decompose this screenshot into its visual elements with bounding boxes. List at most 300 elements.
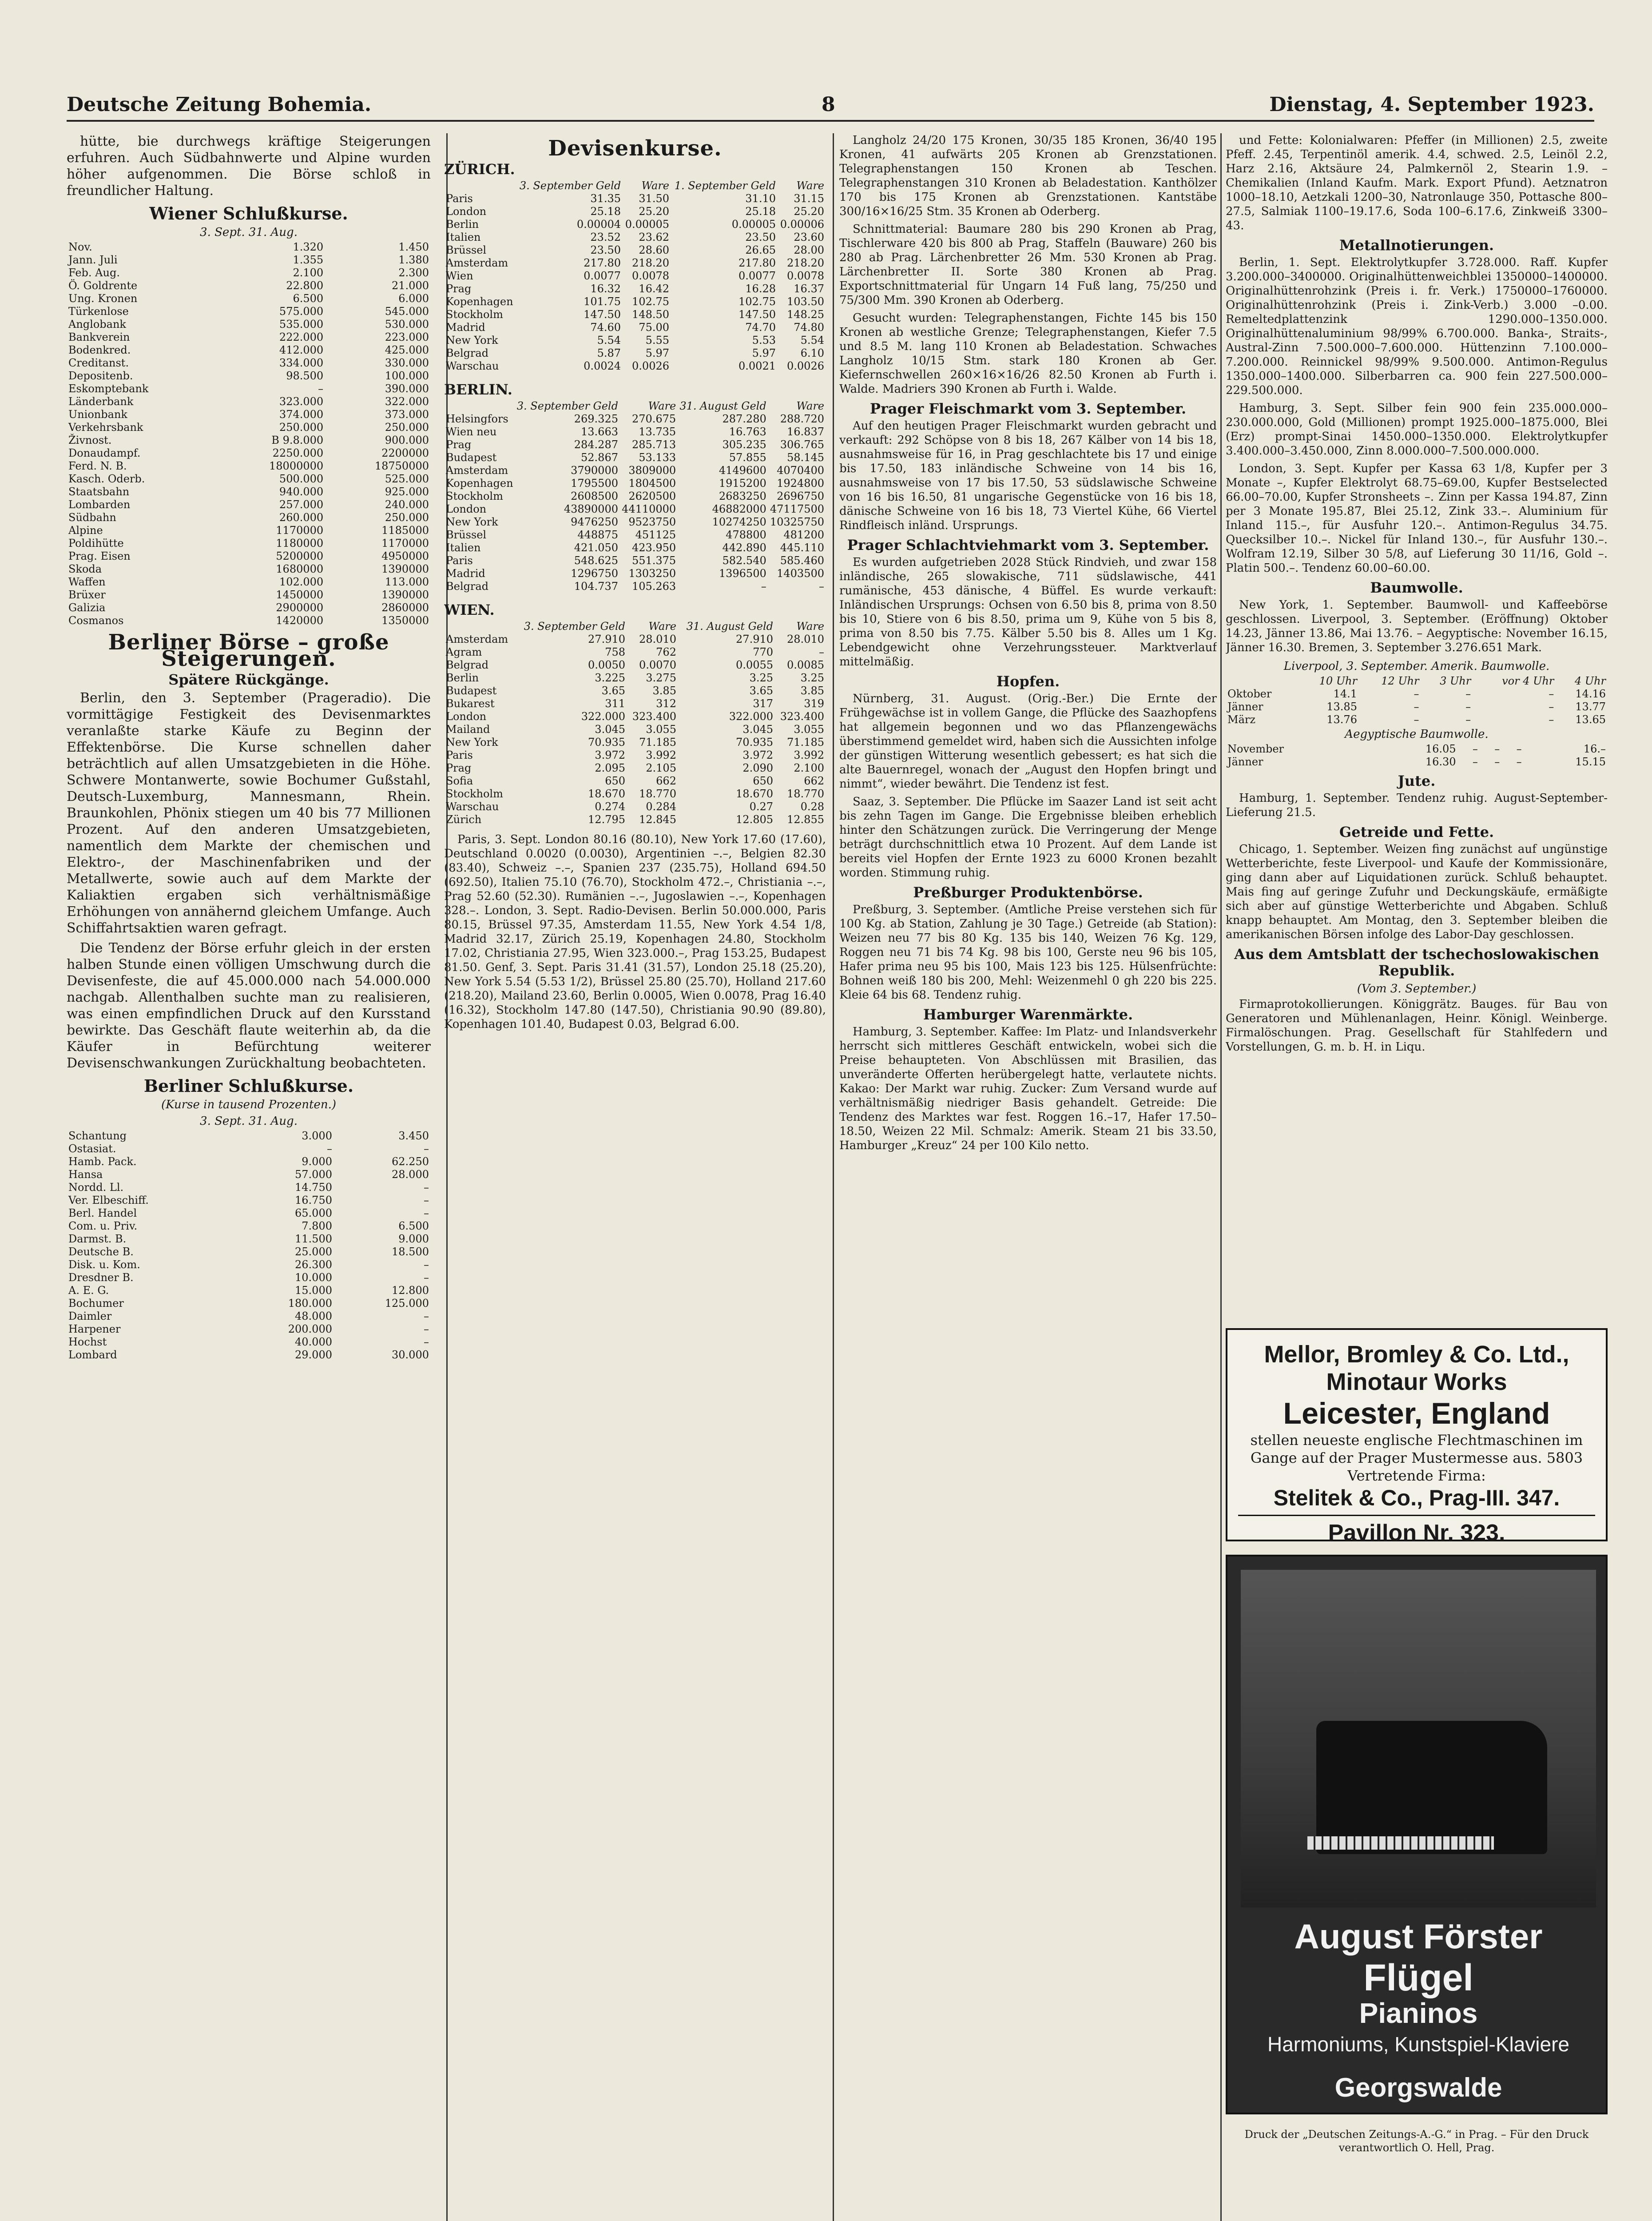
row-value: 70.935: [588, 736, 626, 748]
row-value: 9523750: [628, 516, 676, 528]
row-value: 1450000: [276, 589, 324, 601]
row-value: 317: [753, 697, 774, 710]
table-row: [67, 1142, 431, 1155]
row-value: 58.145: [787, 451, 824, 464]
table-row: [67, 1220, 431, 1233]
berlin-closing-title: Berliner Schlußkurse.: [143, 1076, 354, 1096]
row-value: 3.65: [601, 685, 626, 697]
row-value: 222.000: [279, 331, 324, 343]
row-value: 26.300: [295, 1258, 332, 1271]
page-number: 8: [822, 93, 835, 116]
row-value: 4950000: [381, 550, 429, 562]
table-row: [67, 434, 431, 447]
row-label: Budapest: [446, 451, 497, 464]
table-row: [444, 554, 826, 567]
row-value: 12.800: [392, 1284, 429, 1297]
row-label: Paris: [446, 554, 473, 567]
table-row: [67, 589, 431, 601]
table-row: [444, 567, 826, 580]
table-header-cell: [1226, 675, 1297, 688]
advert-product: Pianinos: [1359, 1997, 1478, 2029]
mellor-bromley-advert: [1226, 1328, 1608, 1546]
row-value: 1303250: [628, 567, 676, 580]
row-value: 1.320: [293, 241, 324, 253]
row-value: 250.000: [385, 421, 429, 434]
row-label: Ung. Kronen: [68, 292, 138, 305]
row-value: –: [424, 1310, 429, 1322]
column-rule: [1220, 133, 1222, 2221]
row-value: 6.000: [398, 292, 429, 305]
table-row: [444, 347, 826, 360]
row-value: 322.000: [581, 710, 626, 723]
row-value: –: [1465, 701, 1471, 713]
row-label: Živnost.: [68, 434, 112, 446]
zurich-label: ZÜRICH.: [444, 161, 515, 178]
jute-title: Jute.: [1398, 772, 1436, 789]
row-value: 16.42: [639, 283, 670, 295]
table-row: [67, 1194, 431, 1207]
row-value: 5.97: [645, 347, 670, 359]
row-label: Stockholm: [446, 308, 503, 321]
row-value: 16.763: [729, 426, 766, 438]
row-value: 74.70: [745, 321, 776, 334]
table-row: [444, 736, 826, 749]
row-value: 25.20: [794, 205, 824, 218]
table-header-cell: 31. August Geld: [679, 400, 766, 412]
row-value: 25.20: [639, 205, 670, 218]
row-value: 0.0070: [639, 659, 676, 671]
row-value: 925.000: [385, 486, 429, 498]
row-value: 448875: [577, 529, 618, 541]
row-label: Ferd. N. B.: [68, 460, 127, 472]
row-value: 1804500: [628, 477, 676, 490]
wien-closing-title: Wiener Schlußkurse.: [149, 203, 348, 223]
row-value: –: [1414, 701, 1419, 713]
row-label: Eskomptebank: [68, 382, 149, 395]
row-value: 100.000: [385, 370, 429, 382]
row-value: 98.500: [286, 370, 324, 382]
row-value: 14.1: [1333, 688, 1357, 700]
baumwolle-title: Baumwolle.: [1370, 579, 1463, 596]
berlin-boerse-subtitle: Spätere Rückgänge.: [168, 671, 329, 688]
row-value: 319: [804, 697, 824, 710]
row-value: 4149600: [719, 464, 766, 477]
cotton-table: [1226, 675, 1608, 726]
row-value: 28.60: [639, 244, 670, 256]
table-row: [67, 1271, 431, 1284]
egypt-table: [1226, 743, 1608, 768]
table-header-cell: Ware: [648, 620, 676, 633]
row-value: 451125: [635, 529, 676, 541]
table-row: [444, 775, 826, 788]
row-value: 102.75: [632, 295, 670, 308]
metall-title: Metallnotierungen.: [1339, 237, 1494, 254]
row-value: 28.010: [639, 633, 676, 645]
row-value: 101.75: [584, 295, 621, 308]
row-value: 104.737: [574, 580, 618, 593]
row-value: 3.25: [749, 672, 774, 684]
row-value: 770: [753, 646, 774, 658]
row-value: 5.53: [752, 334, 776, 346]
row-value: 28.00: [794, 244, 824, 256]
table-row: [67, 331, 431, 344]
schlachtvieh-paragraph: Es wurden aufgetrieben 2028 Stück Rindvieh, und zwar 158 inländische, 265 slowakische, 711 südslawische, 441 rumänische, 453 dänische, 4 Büffel. Es wurde verkauft: Inländischen Ursprungs: Ochsen von 6.50 bis 8, prima von 8.50 bis 10, Stiere von 6 bis 8.50, prima um 9, Kühe von 5 bis 8, prima von 8.50 bis 7.75. Kälber 5.50 bis 8. Alles um 1 Kg. Lebendgewicht ohne Verzehrungssteuer. Marktverlauf mittelmäßig.: [839, 556, 1217, 669]
row-value: 65.000: [295, 1207, 332, 1219]
table-row: [67, 1155, 431, 1168]
table-header-row: [444, 620, 826, 633]
row-value: 57.855: [729, 451, 766, 464]
row-value: –: [1549, 688, 1554, 700]
row-label: Jänner: [1227, 756, 1263, 768]
row-label: Kopenhagen: [446, 295, 513, 308]
row-label: Sofia: [446, 775, 473, 787]
hamburg-title: Hamburger Warenmärkte.: [923, 1006, 1133, 1023]
row-label: Wien: [446, 270, 473, 282]
row-label: Feb. Aug.: [68, 267, 120, 279]
table-row: [67, 267, 431, 279]
table-row: [67, 486, 431, 498]
berlin-boerse-title: Berliner Börse – große Steigerungen.: [108, 630, 389, 671]
advert-product-line: Harmoniums, Kunstspiel-Klaviere: [1267, 2033, 1570, 2056]
row-label: Schantung: [68, 1130, 127, 1142]
table-row: [67, 511, 431, 524]
row-value: B 9.8.000: [271, 434, 324, 446]
row-value: 12.855: [787, 813, 824, 826]
row-value: –: [1414, 713, 1419, 726]
table-row: [67, 537, 431, 550]
row-value: 22.800: [286, 279, 324, 292]
table-row: [444, 646, 826, 659]
row-label: London: [446, 205, 487, 218]
register-paragraph: Firmaprotokollierungen. Königgrätz. Bauges. für Bau von Generatoren und Mühlenanlagen, Heinr. Königl. Weinberge. Firmalöschungen. Prag. Gesellschaft für Stahlfedern und Vorstellungen, G. m. b. H. in Liqu.: [1226, 998, 1608, 1054]
row-value: 147.50: [584, 308, 621, 321]
row-value: 23.50: [590, 244, 621, 256]
row-value: –: [424, 1271, 429, 1284]
table-row: [444, 438, 826, 451]
table-header-cell: 1. September Geld: [674, 179, 776, 192]
row-label: New York: [446, 516, 498, 528]
row-label: Cosmanos: [68, 614, 124, 627]
row-label: London: [446, 503, 487, 515]
table-row: [67, 1246, 431, 1258]
table-row: [444, 503, 826, 516]
row-value: 1390000: [381, 563, 429, 575]
hamburg-paragraph: Hamburg, 3. September. Kaffee: Im Platz- und Inlandsverkehr herrscht sich mittleres Geschäft entwickeln, wobei sich die Preise behaupteten. Von Abschlüssen mit Brasilien, das unveränderte Offerten herübergelegt hatte, verlautete nichts. Kakao: Der Markt war ruhig. Zucker: Zum Versand wurde auf verhältnismäßig niedriger Basis gehandelt. Getreide: Die Tendenz des Marktes war fest. Roggen 16.–17, Hafer 17.50–18.50, Weizen 22 Mil. Schmalz: Amerik. Steam 21 bis 33.50, Hamburger „Kreuz“ 24 per 100 Kilo netto.: [839, 1025, 1217, 1152]
table-row: [444, 334, 826, 347]
table-header-row: [444, 400, 826, 413]
row-value: 1915200: [719, 477, 766, 490]
holz-paragraph: Langholz 24/20 175 Kronen, 30/35 185 Kronen, 36/40 195 Kronen, 41 aufwärts 205 Kronen ab Grenzstationen. Telegraphenstangen 150 Kronen ab Teschen. Telegraphenstangen 310 Kronen ab Beladestation. Kanthölzer 170 bis 175 Kronen ab Grenzstationen. Kantstäbe 300/16×16/25 Stm. 35 Kronen ab Oderberg.: [839, 134, 1217, 218]
row-label: Anglobank: [68, 318, 126, 330]
row-value: –: [424, 1258, 429, 1271]
row-value: 16.05: [1425, 743, 1456, 755]
row-label: Mailand: [446, 723, 490, 736]
devisen-title: Devisenkurse.: [548, 136, 722, 161]
table-row: [67, 382, 431, 395]
row-value: 548.625: [574, 554, 618, 567]
row-label: Länderbank: [68, 395, 134, 408]
row-value: –: [819, 580, 824, 593]
row-label: Südbahn: [68, 511, 116, 524]
table-row: [444, 413, 826, 426]
table-row: [444, 723, 826, 736]
row-value: 2860000: [381, 601, 429, 614]
row-value: 3.045: [595, 723, 626, 736]
row-value: 16.750: [295, 1194, 332, 1206]
row-value: 48.000: [295, 1310, 332, 1322]
row-value: 31.50: [639, 192, 670, 205]
row-value: 525.000: [385, 473, 429, 485]
row-label: Com. u. Priv.: [68, 1220, 138, 1232]
pressburg-paragraph: Preßburg, 3. September. (Amtliche Preise verstehen sich für 100 Kg. ab Station, Zahlung je 30 Tage.) Getreide (ab Station): Weizen neu 77 bis 80 Kg. 135 bis 140, Weizen 76 Kg. 129, Roggen neu 71 bis 74 Kg. 98 bis 100, Gerste neu 96 bis 105, Hafer prima neu 95 bis 100, Mais 123 bis 125. Hülsenfrüchte: Bohnen weiß 180 bis 200, Mehl: Weizenmehl 0 gh 220 bis 225. Kleie 64 bis 68. Tendenz ruhig.: [839, 903, 1217, 1002]
row-value: 23.60: [794, 231, 824, 243]
row-label: Kasch. Oderb.: [68, 473, 145, 485]
advert-pavilion: Pavillon Nr. 323.: [1238, 1515, 1595, 1547]
row-label: Bukarest: [446, 697, 495, 710]
row-value: 305.235: [722, 438, 766, 451]
row-label: Disk. u. Kom.: [68, 1258, 140, 1271]
wien-devisen-table: [444, 620, 826, 826]
row-value: 5.54: [597, 334, 621, 346]
row-value: 11.500: [295, 1233, 332, 1245]
row-value: 1296750: [571, 567, 618, 580]
row-label: Italien: [446, 541, 481, 554]
row-value: 218.20: [632, 257, 670, 269]
getreide-title: Getreide und Fette.: [1339, 824, 1494, 840]
london-metall-paragraph: London, 3. Sept. Kupfer per Kassa 63 1/8, Kupfer per 3 Monate –, Kupfer Elektrolyt 68.75–69.00, Kupfer Bestselected 66.00–70.00, Kupfer Stronsheets –. Zinn per Kassa 194.87, Zinn per 3 Monate 195.87, Blei 25.12, Zink 33.–. Aluminium für Inland 115.–, für Ausfuhr 120.–. Antimon-Regulus 34.75. Quecksilber 10.–. Nickel für Inland 130.–, für Ausfuhr 130.–. Wolfram 12.19, Silber 30 5/8, auf Lieferung 30 11/16, Gold –. Platin 500.–. Tendenz 60.00–60.00.: [1226, 462, 1608, 575]
fleischmarkt-title: Prager Fleischmarkt vom 3. September.: [870, 400, 1187, 417]
row-value: 3.055: [646, 723, 676, 736]
row-value: 650: [605, 775, 626, 787]
table-row: [1226, 701, 1608, 713]
row-value: 21.000: [392, 279, 429, 292]
row-value: 0.28: [800, 800, 824, 813]
row-value: 0.274: [595, 800, 626, 813]
berlin-closing-table: [67, 1130, 431, 1361]
row-value: 1180000: [276, 537, 324, 549]
table-row: [67, 395, 431, 408]
row-value: 1403500: [777, 567, 824, 580]
table-header-row: [444, 179, 826, 192]
row-value: 3.045: [743, 723, 774, 736]
table-row: [67, 305, 431, 318]
row-label: Belgrad: [446, 580, 489, 593]
row-value: 217.80: [584, 257, 621, 269]
table-row: [67, 408, 431, 421]
row-value: 1170000: [276, 524, 324, 537]
row-label: Hamb. Pack.: [68, 1155, 137, 1168]
row-value: 26.65: [745, 244, 776, 256]
table-row: [67, 254, 431, 267]
newspaper-name: Deutsche Zeitung Bohemia.: [67, 93, 372, 116]
row-label: Dresdner B.: [68, 1271, 134, 1284]
table-row: [67, 1323, 431, 1336]
row-value: 46882000: [712, 503, 766, 515]
pressburg-title: Preßburger Produktenbörse.: [913, 884, 1143, 901]
row-value: 10325750: [770, 516, 824, 528]
row-value: 5200000: [276, 550, 324, 562]
issue-date: Dienstag, 4. September 1923.: [1269, 93, 1594, 116]
row-value: 28.000: [392, 1168, 429, 1181]
row-value: 0.00004: [576, 218, 621, 231]
row-value: 27.910: [588, 633, 626, 645]
row-value: 9.000: [398, 1233, 429, 1245]
row-value: 44110000: [622, 503, 676, 515]
row-label: New York: [446, 736, 498, 748]
row-value: 43890000: [564, 503, 618, 515]
table-row: [444, 295, 826, 308]
table-row: [67, 292, 431, 305]
row-value: 62.250: [392, 1155, 429, 1168]
table-row: [444, 308, 826, 321]
row-label: Berlin: [446, 672, 479, 684]
row-value: 0.0024: [584, 360, 621, 372]
row-value: 288.720: [780, 413, 824, 425]
table-row: [67, 550, 431, 563]
row-value: 2.105: [646, 762, 676, 774]
row-value: 2250.000: [272, 447, 324, 459]
row-value: 240.000: [385, 498, 429, 511]
row-value: 662: [656, 775, 676, 787]
row-value: 1350000: [381, 614, 429, 627]
row-value: –: [761, 580, 766, 593]
row-label: Darmst. B.: [68, 1233, 127, 1245]
row-value: 25.18: [590, 205, 621, 218]
row-value: 223.000: [385, 331, 429, 343]
row-value: –: [1549, 701, 1554, 713]
row-value: 10.000: [295, 1271, 332, 1284]
row-value: 18.670: [588, 788, 626, 800]
row-label: Hochst: [68, 1336, 107, 1348]
grand-piano-shape: [1316, 1721, 1547, 1854]
row-value: 2.090: [743, 762, 774, 774]
row-value: –: [1472, 756, 1478, 768]
row-value: 3.055: [794, 723, 824, 736]
row-label: Nordd. Ll.: [68, 1181, 124, 1194]
row-label: Warschau: [446, 800, 499, 813]
row-value: 3.225: [595, 672, 626, 684]
row-value: 217.80: [739, 257, 776, 269]
row-value: 312: [656, 697, 676, 710]
table-row: [67, 279, 431, 292]
row-value: 27.910: [736, 633, 774, 645]
row-value: 323.000: [279, 395, 324, 408]
table-header-cell: 10 Uhr: [1319, 675, 1357, 687]
table-header-cell: Ware: [648, 400, 676, 412]
row-value: –: [1465, 713, 1471, 726]
table-row: [67, 318, 431, 331]
row-label: Brüssel: [446, 244, 487, 256]
row-value: 16.32: [590, 283, 621, 295]
row-value: 75.00: [639, 321, 670, 334]
row-value: 0.0085: [787, 659, 824, 671]
row-value: 412.000: [279, 344, 324, 356]
column-1: [67, 133, 431, 2221]
row-value: 74.80: [794, 321, 824, 334]
advert-agent: Stelitek & Co., Prag-III. 347.: [1273, 1485, 1560, 1510]
row-value: 374.000: [279, 408, 324, 421]
row-value: 582.540: [722, 554, 766, 567]
table-row: [444, 490, 826, 503]
table-row: [67, 473, 431, 486]
row-value: 103.50: [787, 295, 824, 308]
row-label: Prag: [446, 762, 472, 774]
berlin-report-paragraph: Berlin, den 3. September (Prageradio). Die vormittägige Festigkeit des Devisenmarktes veranlaßte starke Käufe zu Beginn der Effektenbörse. Die Kurse schnellen daher beträchtlich auf allen Umsatzgebieten in die Höhe. Schwere Montanwerte, sowie Bochumer Gußstahl, Deutsch-Luxemburg, Mannesmann, Rhein. Braunkohlen, Phönix stiegen um 40 bis 77 Millionen Prozent. Auf den anderen Umsatzgebieten, namentlich dem Markte der chemischen und Elektro-, der Maschinenfabriken und der Metallwerte, sowie auch auf dem Markte der Kaliaktien ergaben sich verhältnismäßige Erhöhungen von annähernd gleichem Umfange. Auch Schiffahrtsaktien waren gefragt.: [67, 690, 431, 936]
row-label: Paris: [446, 192, 473, 205]
row-value: 3.992: [794, 749, 824, 761]
row-value: 0.0021: [739, 360, 776, 372]
row-value: 31.15: [794, 192, 824, 205]
row-value: 2.100: [794, 762, 824, 774]
row-value: 5.55: [645, 334, 670, 346]
other-exchanges-paragraph: Paris, 3. Sept. London 80.16 (80.10), New York 17.60 (17.60), Deutschland 0.0020 (0.0030), Argentinien –.–, Belgien 82.30 (83.40), Schweiz –.–, Spanien 237 (235.75), Holland 694.50 (692.50), Italien 75.10 (76.70), Stockholm 472.–, Christiania –.–, Prag 52.60 (52.30). Rumänien –.–, Jugoslawien –.–, Kopenhagen 328.–. London, 3. Sept. Radio-Devisen. Berlin 50.000.000, Paris 80.15, Brüssel 97.35, Amsterdam 11.55, New York 4.54 1/8, Madrid 32.17, Zürich 25.19, Kopenhagen 24.80, Stockholm 17.02, Christiania 27.95, Wien 323.000.–, Prag 153.25, Budapest 81.50. Genf, 3. Sept. Paris 31.41 (31.57), London 25.18 (25.20), New York 5.54 (5.53 1/2), Brüssel 25.80 (25.70), Holland 217.60 (218.20), Mailand 23.60, Berlin 0.0005, Wien 0.0078, Prag 16.40 (16.32), Stockholm 147.80 (147.50), Christiania 90.90 (89.80), Kopenhagen 101.40, Budapest 0.03, Belgrad 6.00.: [444, 833, 826, 1031]
row-label: Paris: [446, 749, 473, 761]
table-header-cell: Ware: [641, 179, 670, 192]
row-value: 311: [605, 697, 626, 710]
row-value: 3.85: [652, 685, 676, 697]
row-label: Galizia: [68, 601, 106, 614]
row-value: 218.20: [787, 257, 824, 269]
row-label: Bochumer: [68, 1297, 124, 1310]
table-header-cell: vor 4 Uhr: [1502, 675, 1554, 687]
row-label: Berl. Handel: [68, 1207, 137, 1219]
table-row: [67, 447, 431, 460]
table-row: [444, 659, 826, 672]
table-row: [444, 813, 826, 826]
table-row: [67, 601, 431, 614]
wien-label: WIEN.: [444, 601, 495, 618]
row-label: Unionbank: [68, 408, 127, 421]
table-row: [444, 192, 826, 205]
row-label: Ostasiat.: [68, 1142, 116, 1155]
row-value: 3.972: [743, 749, 774, 761]
row-label: Stockholm: [446, 788, 503, 800]
row-value: 31.35: [590, 192, 621, 205]
advert-agent-label: Vertretende Firma:: [1347, 1467, 1486, 1484]
row-value: 373.000: [385, 408, 429, 421]
row-value: –: [1549, 713, 1554, 726]
row-value: 53.133: [639, 451, 676, 464]
row-label: Amsterdam: [446, 633, 508, 645]
row-label: Ver. Elbeschiff.: [68, 1194, 149, 1206]
row-value: 442.890: [722, 541, 766, 554]
row-value: 287.280: [722, 413, 766, 425]
table-row: [1226, 743, 1608, 756]
table-row: [444, 218, 826, 231]
row-value: –: [1494, 756, 1500, 768]
row-value: 2696750: [777, 490, 824, 502]
gesucht-paragraph: Gesucht wurden: Telegraphenstangen, Fichte 145 bis 150 Kronen ab westliche Grenze; Telegraphenstangen, Kiefer 7.5 und 8.5 M. lang 110 Kronen ab Beladestation. Schwaches Langholz 10/15 Stm. stark 180 Kronen ab Ger. Kiefernschwellen 260×16×16/26 82.50 Kronen ab Furth i. Walde. Madriers 390 Kronen ab Furth i. Walde.: [839, 311, 1217, 396]
row-value: 260.000: [279, 511, 324, 524]
row-label: Prag. Eisen: [68, 550, 131, 562]
row-value: 306.765: [780, 438, 824, 451]
row-value: 0.00005: [731, 218, 776, 231]
row-label: Bodenkred.: [68, 344, 131, 356]
row-value: 1396500: [719, 567, 766, 580]
schlachtvieh-title: Prager Schlachtviehmarkt vom 3. September.: [847, 537, 1209, 553]
row-value: 200.000: [288, 1323, 332, 1335]
row-value: 3.85: [800, 685, 824, 697]
row-value: –: [1494, 743, 1500, 755]
row-value: 585.460: [780, 554, 824, 567]
table-row: [67, 1168, 431, 1181]
row-value: 148.25: [787, 308, 824, 321]
piano-keys-shape: [1307, 1836, 1494, 1850]
row-value: 423.950: [631, 541, 676, 554]
row-label: Budapest: [446, 685, 497, 697]
schnitt-paragraph: Schnittmaterial: Baumare 280 bis 290 Kronen ab Prag, Tischlerware 420 bis 800 ab Prag, Staffeln (Bauware) 260 bis 280 ab Prag. Lärchenbretter 26 Mm. 530 Kronen ab Prag. Lärchenbretter II. Sorte 380 Kronen ab Prag. Exportschnittmaterial für Ungarn 14 Fuß lang, 75/250 und 75/300 Mm. 390 Kronen ab Oderberg.: [839, 223, 1217, 307]
advert-product: Flügel: [1363, 1957, 1473, 1998]
